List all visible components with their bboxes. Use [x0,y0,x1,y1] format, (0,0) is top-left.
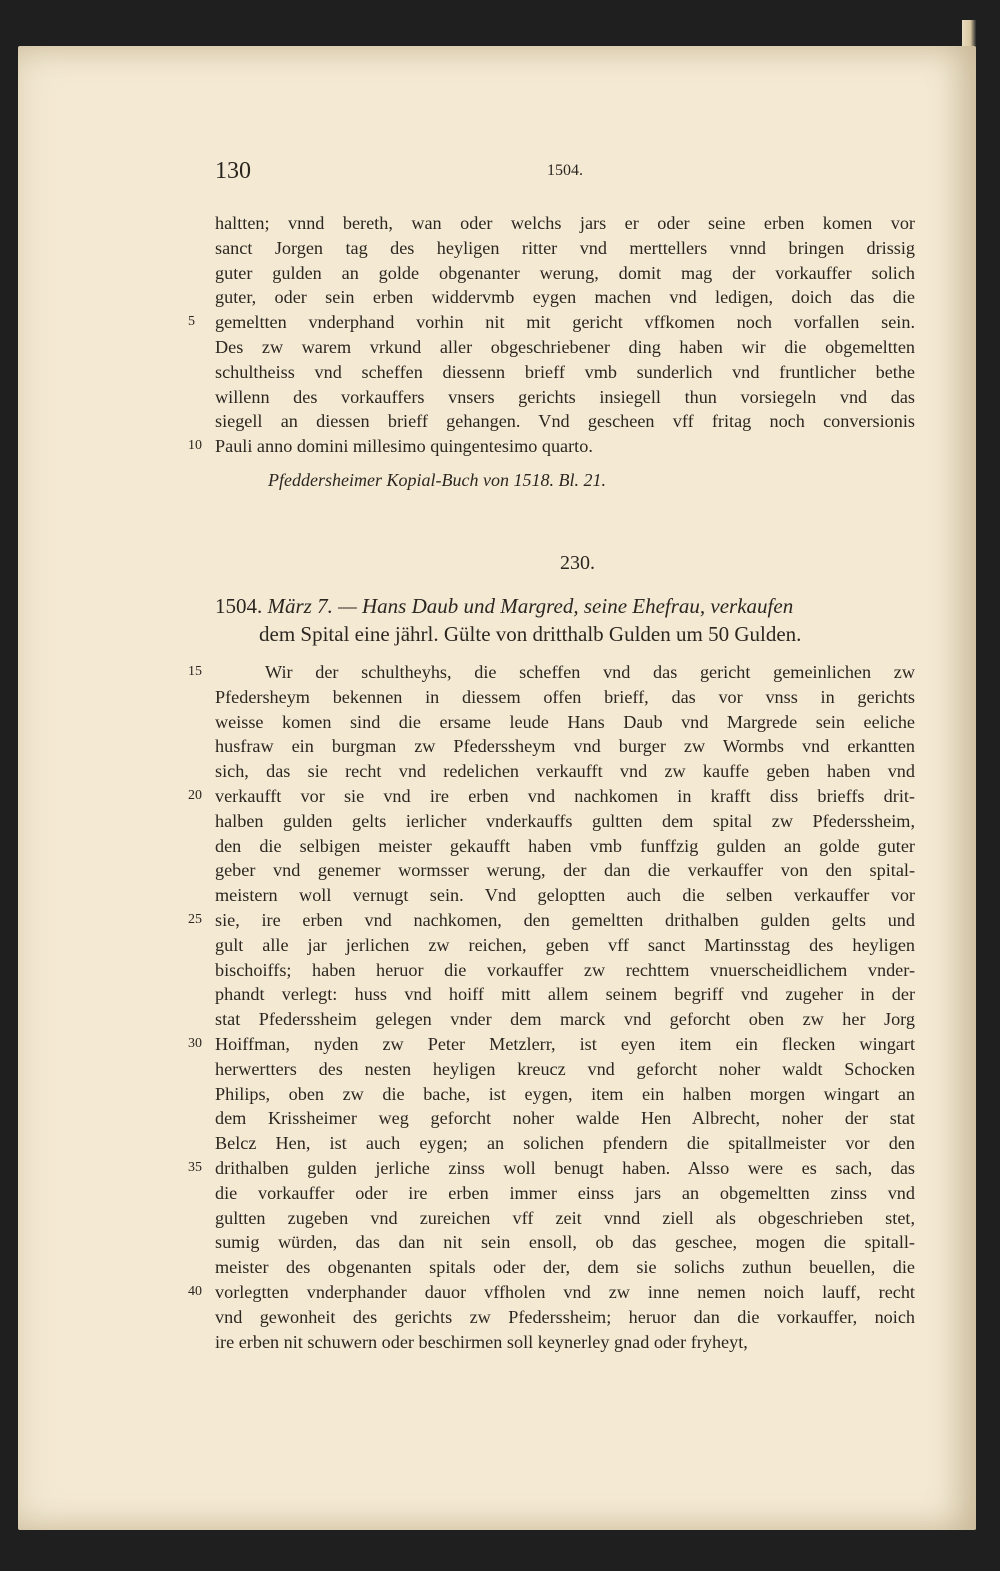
text-line [215,261,915,286]
line-text: sanct Jorgen tag des heyligen ritter vnd merttellers vnnd bringen drissig [215,237,915,258]
line-text: verkaufft vor sie vnd ire erben vnd nachkomen in krafft diss brieffs drit- [215,785,915,806]
line-text: weisse komen sind die ersame leude Hans Daub vnd Margrede sein eeliche [215,711,915,732]
line-text: bischoiffs; haben heruor die vorkauffer zw rechttem vnuerscheidlichem vnder- [215,959,915,980]
document-title [215,592,917,648]
line-text: Belcz Hen, ist auch eygen; an solichen pfendern die spitallmeister vor den [215,1133,915,1154]
line-text: dem Krissheimer weg geforcht noher walde Hen Albrecht, noher der stat [215,1108,915,1129]
text-line [215,1181,915,1206]
document-body-text [188,660,915,1354]
text-line [215,1206,915,1231]
text-line [188,784,915,809]
line-text: siegell an diessen brieff gehangen. Vnd gescheen vff fritag noch conversionis [215,411,915,432]
text-line [215,360,915,385]
line-text: meister des obgenanten spitals oder der, dem sie solichs zuthun beuellen, die [215,1257,915,1278]
previous-document-text [188,211,915,459]
line-text: Wir der schultheyhs, die scheffen vnd das gericht gemeinlichen zw [265,662,915,682]
line-text: phandt verlegt: huss vnd hoiff mitt allem seinem begriff vnd zugeher in der [215,984,915,1005]
text-line [215,933,915,958]
text-line [188,1280,915,1305]
document-number: 230. [560,552,595,574]
text-line [215,1106,915,1131]
line-text: sumig würden, das dan nit sein ensoll, ob das geschee, mogen die spitall- [215,1232,915,1253]
line-text: gult alle jar jerlichen zw reichen, geben vff sanct Martinsstag des heyligen [215,934,915,955]
line-text: Pauli anno domini millesimo quingentesimo quarto. [215,436,593,457]
text-line [188,310,915,335]
text-line [215,211,915,236]
text-line [215,858,915,883]
line-text: Des zw warem vrkund aller obgeschriebener ding haben wir die obgemeltten [215,336,915,357]
line-text: halben gulden gelts ierlicher vnderkauffs gultten dem spital zw Pfederssheim, [215,810,915,831]
text-line [215,1330,915,1355]
text-line [215,285,915,310]
page-header [210,158,915,188]
text-line [215,958,915,983]
text-line [215,1230,915,1255]
line-text: Philips, oben zw die bache, ist eygen, item ein halben morgen wingart an [215,1083,915,1104]
title-year: 1504. [215,594,263,618]
text-line [215,685,915,710]
line-text: geber vnd genemer wormsser werung, der dan die verkauffer von den spital- [215,860,915,881]
line-text: guter gulden an golde obgenanter werung, domit mag der vorkauffer solich [215,262,915,283]
line-text: sich, das sie recht vnd redelichen verkaufft vnd zw kauffe geben haben vnd [215,761,915,782]
text-line [188,434,915,459]
line-text: guter, oder sein erben widdervmb eygen machen vnd ledigen, doich das die [215,287,915,308]
text-line [215,759,915,784]
text-line [215,1082,915,1107]
line-text: drithalben gulden jerliche zinss woll benugt haben. Alsso were es sach, das [215,1157,915,1178]
running-header-year: 1504. [547,162,583,179]
line-text: meistern woll vernugt sein. Vnd geloptten auch die selben verkauffer vor [215,885,915,906]
title-line-2: dem Spital eine jährl. Gülte von dritthalb Gulden um 50 Gulden. [259,622,802,646]
line-text: schultheiss vnd scheffen diessenn brieff vmb sunderlich vnd fruntlicher bethe [215,361,915,382]
text-line [215,385,915,410]
line-number: 10 [188,438,202,454]
line-text: stat Pfederssheim gelegen vnder dem marck vnd geforcht oben zw her Jorg [215,1009,915,1030]
text-line [215,1255,915,1280]
text-line [215,834,915,859]
line-text: willenn des vorkauffers vnsers gerichts insiegell thun vorsiegeln vnd das [215,386,915,407]
line-text: haltten; vnnd bereth, wan oder welchs jars er oder seine erben komen vor [215,213,915,233]
text-line [215,734,915,759]
line-text: vnd gewonheit des gerichts zw Pfederssheim; heruor dan die vorkauffer, noich [215,1306,915,1327]
title-summary-1: März 7. — Hans Daub und Margred, seine Ehefrau, verkaufen [267,594,794,618]
title-line-1 [215,592,917,620]
line-text: Pfedersheym bekennen in diessem offen brieff, das vor vnss in gerichts [215,686,915,707]
line-text: ire erben nit schuwern oder beschirmen soll keynerley gnad oder fryheyt, [215,1331,748,1352]
line-text: gultten zugeben vnd zureichen vff zeit vnnd ziell als obgeschrieben stet, [215,1207,915,1228]
text-line [215,335,915,360]
line-number: 20 [188,787,202,803]
text-line [215,982,915,1007]
line-text: den die selbigen meister gekaufft haben vmb funffzig gulden an golde guter [215,835,915,856]
line-text: die vorkauffer oder ire erben immer einss jars an obgemeltten zinss vnd [215,1182,915,1203]
text-line [215,1131,915,1156]
page-number: 130 [215,158,251,184]
line-text: gemeltten vnderphand vorhin nit mit gericht vffkomen noch vorfallen sein. [215,312,915,333]
text-line [215,1057,915,1082]
line-text: sie, ire erben vnd nachkomen, den gemeltten drithalben gulden gelts und [215,909,915,930]
line-number: 5 [188,314,195,330]
text-line [215,710,915,735]
text-line [215,1007,915,1032]
text-line [215,409,915,434]
line-text: Hoiffman, nyden zw Peter Metzlerr, ist eyen item ein flecken wingart [215,1033,915,1054]
line-number: 25 [188,911,202,927]
text-line [215,236,915,261]
line-number: 30 [188,1035,202,1051]
line-text: husfraw ein burgman zw Pfederssheym vnd burger zw Wormbs vnd erkantten [215,736,915,757]
source-citation: Pfeddersheimer Kopial-Buch von 1518. Bl. 21. [268,470,606,490]
line-text: vorlegtten vnderphander dauor vffholen vnd zw inne nemen noich lauff, recht [215,1281,915,1302]
text-line [188,660,915,685]
line-number: 15 [188,664,202,679]
text-line [188,1156,915,1181]
line-text: herwertters des nesten heyligen kreucz vnd geforcht noher waldt Schocken [215,1058,915,1079]
text-line [188,908,915,933]
line-number: 35 [188,1159,202,1175]
text-line [215,809,915,834]
text-line [188,1032,915,1057]
line-number: 40 [188,1283,202,1299]
text-line [215,883,915,908]
text-line [215,1305,915,1330]
